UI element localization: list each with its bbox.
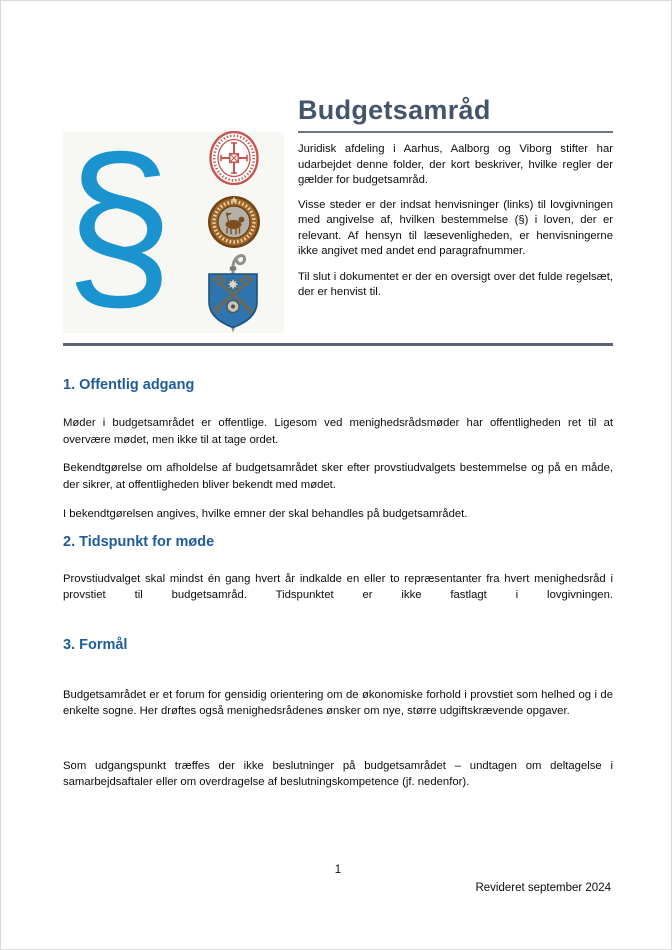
title-underline: [298, 131, 613, 133]
page-number: 1: [334, 864, 342, 876]
page-title: Budgetsamråd: [298, 95, 491, 125]
section-heading-offentlig-adgang: 1. Offentlig adgang: [63, 377, 195, 393]
revision-date: Revideret september 2024: [475, 882, 611, 894]
body-paragraph: Som udgangspunkt træffes der ikke beslutninger på budgetsamrådet – undtagen om deltagelse i samarbejdsaftaler eller om overdragelse af beslutningskompetence (jf. nedenfor).: [63, 759, 613, 788]
intro-text-block: [298, 142, 613, 301]
intro-paragraph: Visse steder er der indsat henvisninger (links) til lovgivningen med angivelse af, hvilken bestemmelse (§) i loven, der er relevant. Af hensyn til læsevenligheden, er henvisningerne ikke angivet med andet end paragrafnummer.: [298, 198, 613, 257]
body-paragraph: Bekendtgørelse om afholdelse af budgetsamrådet sker efter provstiudvalgets bestemmelse og på en måde, der sikrer, at offentligheden bliver bekendt med mødet.: [63, 462, 613, 491]
gold-lamb-seal-icon: [207, 195, 261, 249]
body-paragraph: I bekendtgørelsen angives, hvilke emner der skal behandles på budgetsamrådet.: [63, 508, 468, 520]
header-divider-rule: [63, 343, 613, 346]
body-paragraph: Provstiudvalget skal mindst én gang hvert år indkalde en eller to repræsentanter fra hvert menighedsråd i provstiet til budgetsamråd. Tidspunktet er ikke fastlagt i lovgivningen.: [63, 572, 613, 601]
intro-paragraph: Til slut i dokumentet er der en oversigt over det fulde regelsæt, der er henvist til.: [298, 270, 613, 298]
paragraph-section-symbol-icon: §: [64, 115, 174, 334]
section-heading-formal: 3. Formål: [63, 636, 128, 653]
red-chapter-seal-icon: [209, 131, 259, 185]
diocese-coat-of-arms-icon: [204, 243, 262, 333]
section-heading-tidspunkt-for-mode: 2. Tidspunkt for møde: [63, 533, 215, 550]
body-paragraph: Budgetsamrådet er et forum for gensidig orientering om de økonomiske forhold i provstiet som helhed og i de enkelte sogne. Her drøftes også menighedsrådenes ønsker om nye, større udgiftskrævende opgaver.: [63, 688, 613, 717]
intro-paragraph: Juridisk afdeling i Aarhus, Aalborg og Viborg stifter har udarbejdet denne folder, der kort beskriver, hvilke regler der gælder for budgetsamråd.: [298, 143, 613, 186]
document-body: [63, 377, 613, 791]
body-paragraph: Møder i budgetsamrådet er offentlige. Ligesom ved menighedsrådsmøder har offentligheden ret til at overvære mødet, men ikke til at tage ordet.: [63, 417, 613, 446]
